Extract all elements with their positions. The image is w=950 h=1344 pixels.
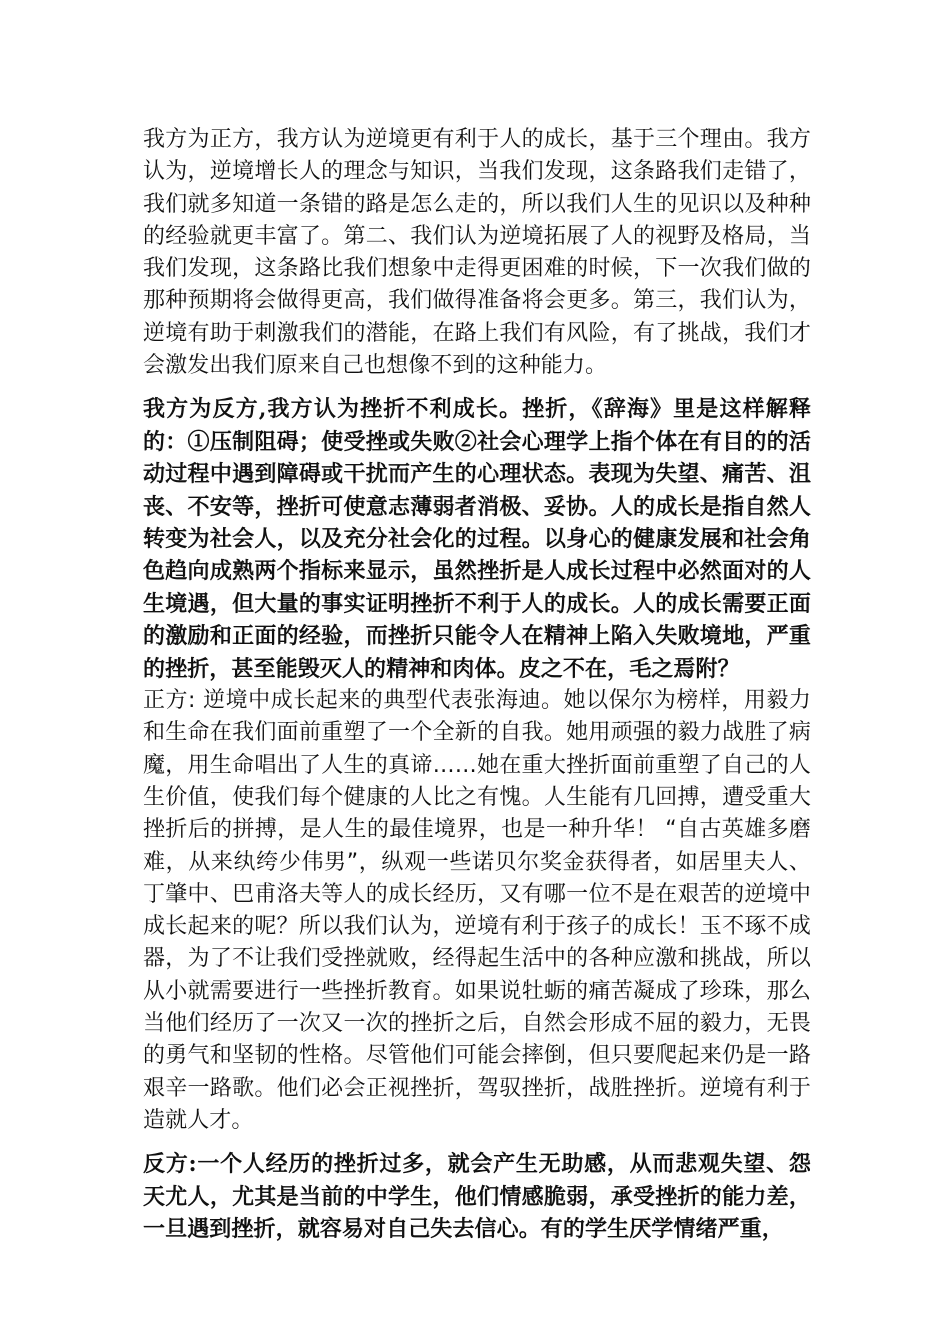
document-body xyxy=(143,124,811,1245)
paragraph-negative-opening: 我方为反方,我方认为挫折不利成长。挫折，《辞海》里是这样解释的：①压制阻碍；使受挫或失败②社会心理学上指个体在有目的的活动过程中遇到障碍或干扰而产生的心理状态。表现为失望、痛苦、沮丧、不安等，挫折可使意志薄弱者消极、妥协。人的成长是指自然人转变为社会人，以及充分社会化的过程。以身心的健康发展和社会角色趋向成熟两个指标来显示，虽然挫折是人成长过程中必然面对的人生境遇，但大量的事实证明挫折不利于人的成长。人的成长需要正面的激励和正面的经验，而挫折只能令人在精神上陷入失败境地，严重的挫折，甚至能毁灭人的精神和肉体。皮之不在，毛之焉附？ xyxy=(143,396,811,682)
paragraph-negative-argument: 反方:一个人经历的挫折过多，就会产生无助感，从而悲观失望、怨天尤人，尤其是当前的中学生，他们情感脆弱，承受挫折的能力差，一旦遇到挫折，就容易对自己失去信心。有的学生厌学情绪严重， xyxy=(143,1151,811,1242)
paragraph-affirmative-argument: 正方: 逆境中成长起来的典型代表张海迪。她以保尔为榜样，用毅力和生命在我们面前重塑了一个全新的自我。她用顽强的毅力战胜了病魔，用生命唱出了人生的真谛……她在重大挫折面前重塑了自己的人生价值，使我们每个健康的人比之有愧。人生能有几回搏，遭受重大挫折后的拼搏，是人生的最佳境界，也是一种升华！ “自古英雄多磨难，从来纨绔少伟男”，纵观一些诺贝尔奖金获得者，如居里夫人、丁肇中、巴甫洛夫等人的成长经历，又有哪一位不是在艰苦的逆境中成长起来的呢？所以我们认为，逆境有利于孩子的成长！玉不琢不成器，为了不让我们受挫就败，经得起生活中的各种应激和挑战，所以从小就需要进行一些挫折教育。如果说牡蛎的痛苦凝成了珍珠，那么当他们经历了一次又一次的挫折之后，自然会形成不屈的毅力，无畏的勇气和坚韧的性格。尽管他们可能会摔倒，但只要爬起来仍是一路艰辛一路歌。他们必会正视挫折，驾驭挫折，战胜挫折。逆境有利于造就人才。 xyxy=(143,688,811,1133)
paragraph-affirmative-opening: 我方为正方，我方认为逆境更有利于人的成长，基于三个理由。我方认为，逆境增长人的理念与知识，当我们发现，这条路我们走错了，我们就多知道一条错的路是怎么走的，所以我们人生的见识以及种种的经验就更丰富了。第二、我们认为逆境拓展了人的视野及格局，当我们发现，这条路比我们想象中走得更困难的时候，下一次我们做的那种预期将会做得更高，我们做得准备将会更多。第三，我们认为，逆境有助于刺激我们的潜能，在路上我们有风险，有了挑战，我们才会激发出我们原来自己也想像不到的这种能力。 xyxy=(143,127,811,379)
